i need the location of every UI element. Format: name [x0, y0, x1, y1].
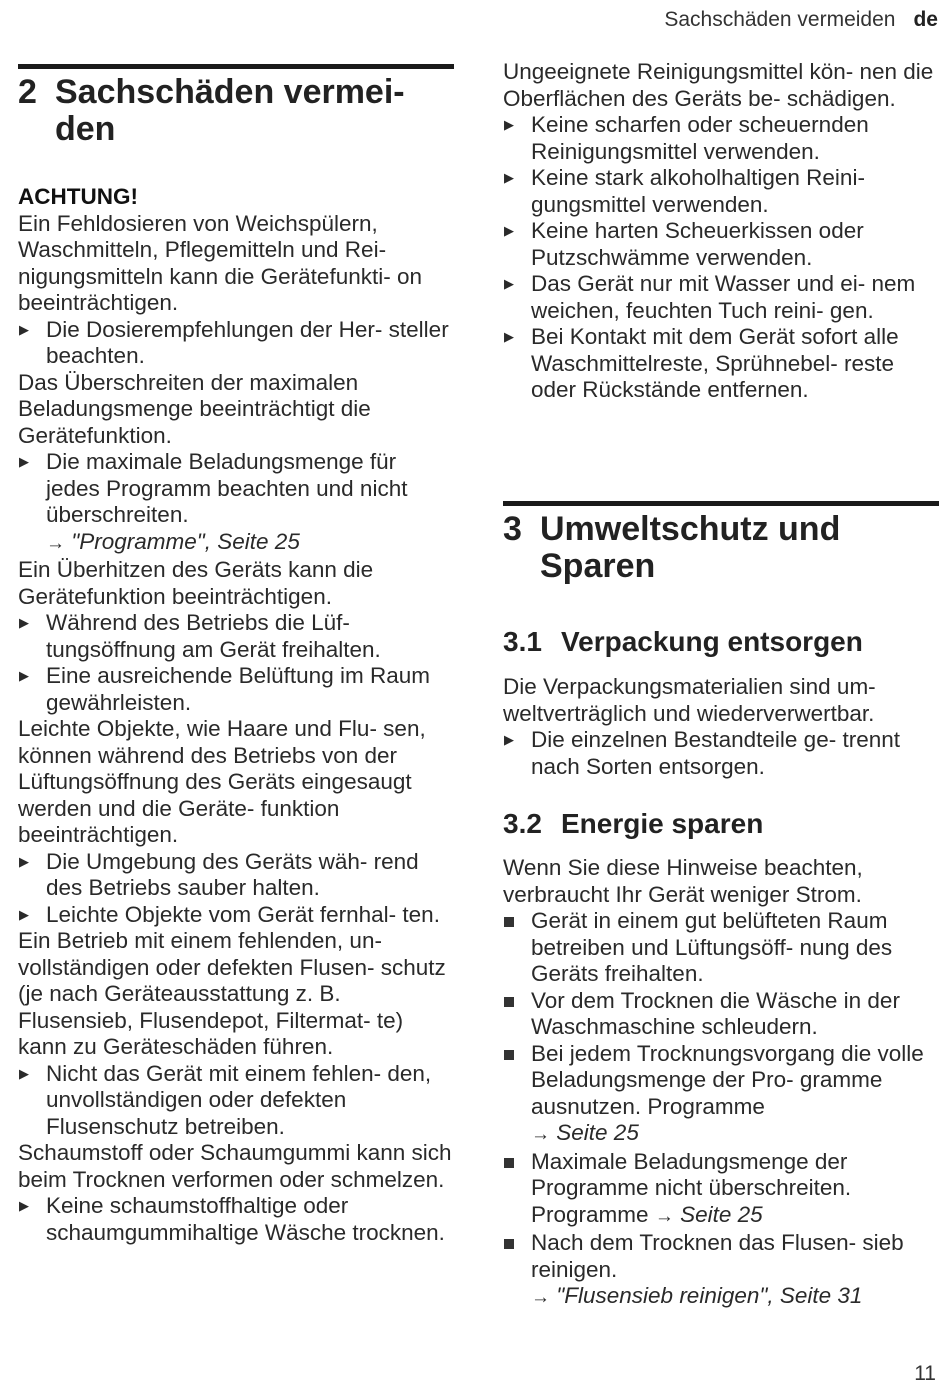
square-bullet-icon	[504, 1050, 514, 1060]
cross-reference-text: "Flusensieb reinigen", Seite 31	[556, 1283, 863, 1308]
paragraph: Die Verpackungsmaterialien sind um- weltverträglich und wiederverwertbar.	[503, 674, 876, 726]
list-item-text: Die einzelnen Bestandteile ge- trennt nach Sorten entsorgen.	[531, 727, 900, 779]
square-bullet-icon	[504, 997, 514, 1007]
list-item	[18, 610, 454, 663]
cross-reference-text: Seite 25	[680, 1201, 763, 1227]
list-item	[18, 317, 454, 370]
page-number: 11	[914, 1362, 936, 1385]
triangle-bullet-icon: ▶	[504, 276, 514, 291]
arrow-right-icon: →	[46, 532, 65, 554]
cross-reference	[655, 1202, 763, 1227]
chapter-rule	[503, 501, 939, 506]
paragraph: Schaumstoff oder Schaumgummi kann sich beim Trocknen verformen oder schmelzen.	[18, 1140, 452, 1192]
triangle-bullet-icon: ▶	[19, 853, 29, 869]
list-item	[503, 1230, 939, 1312]
paragraph: Ein Überhitzen des Geräts kann die Gerätefunktion beeinträchtigen.	[18, 557, 374, 609]
list-item-text: Vor dem Trocknen die Wäsche in der Waschmaschine schleudern.	[531, 987, 900, 1039]
chapter-heading	[18, 74, 454, 148]
paragraph: Leichte Objekte, wie Haare und Flu- sen, können während des Betriebs von der Lüftungsöffnung des Geräts eingesaugt werden und die Geräte- funktion beeinträchtigen.	[18, 716, 426, 847]
section-body	[503, 674, 939, 780]
square-bullet-icon	[504, 917, 514, 927]
triangle-bullet-icon: ▶	[19, 1198, 29, 1213]
list-item	[503, 271, 939, 324]
list-item-text: Keine stark alkoholhaltigen Reini- gungsmittel verwenden.	[531, 165, 865, 217]
paragraph: Wenn Sie diese Hinweise beachten, verbraucht Ihr Gerät weniger Strom.	[503, 855, 863, 907]
language-tag: de	[913, 8, 938, 31]
arrow-right-icon: →	[654, 1205, 674, 1227]
triangle-bullet-icon: ▶	[504, 117, 514, 132]
list-item-text: Maximale Beladungsmenge der Programme nicht überschreiten. Programme	[531, 1148, 852, 1227]
chapter-heading	[503, 511, 939, 585]
paragraph: Ein Fehldosieren von Weichspülern, Waschmitteln, Pflegemitteln und Rei- nigungsmitteln kann die Gerätefunkti- on beeinträchtigen.	[18, 210, 422, 315]
cross-reference-text: Seite 25	[556, 1120, 639, 1145]
section-body	[503, 855, 939, 1312]
paragraph: Ein Betrieb mit einem fehlenden, un- vollständigen oder defekten Flusen- schutz (je nach Geräteausstattung z. B. Flusensieb, Flusendepot, Filtermat- te) kann zu Geräteschäden führen.	[18, 928, 446, 1059]
arrow-right-icon: →	[531, 1124, 550, 1145]
chapter-rule	[18, 64, 454, 69]
list-item	[503, 988, 939, 1041]
list-item	[503, 165, 939, 218]
list-item	[503, 1149, 939, 1231]
chapter-title: Umweltschutz und Sparen	[540, 510, 841, 585]
triangle-bullet-icon: ▶	[504, 223, 514, 238]
section-title: Energie sparen	[561, 808, 764, 839]
list-item-text: Die Umgebung des Geräts wäh- rend des Betriebs sauber halten.	[46, 848, 419, 900]
chapter-title: Sachschäden vermei- den	[55, 73, 405, 148]
square-bullet-icon	[504, 1158, 514, 1168]
list-item-text: Während des Betriebs die Lüf- tungsöffnung am Gerät freihalten.	[46, 610, 381, 662]
right-body-top	[503, 59, 939, 404]
paragraph: Ungeeignete Reinigungsmittel kön- nen die Oberflächen des Geräts be- schädigen.	[503, 59, 934, 111]
chapter-number: 3	[503, 510, 522, 548]
square-bullet-icon	[504, 1239, 514, 1249]
running-header-title: Sachschäden vermeiden	[664, 8, 896, 31]
list-item	[18, 449, 454, 557]
list-item-text: Nach dem Trocknen das Flusen- sieb reinigen.	[531, 1230, 904, 1282]
list-item	[503, 324, 939, 404]
triangle-bullet-icon: ▶	[19, 1065, 29, 1081]
list-item-text: Keine scharfen oder scheuernden Reinigungsmittel verwenden.	[531, 112, 869, 164]
list-item-text: Die Dosierempfehlungen der Her- steller beachten.	[46, 316, 449, 368]
list-item	[18, 849, 454, 902]
list-item-text: Leichte Objekte vom Gerät fernhal- ten.	[46, 901, 440, 927]
chapter-number: 2	[18, 73, 37, 111]
list-item	[18, 902, 454, 929]
triangle-bullet-icon: ▶	[504, 732, 514, 747]
cross-reference	[46, 529, 454, 558]
section-title: Verpackung entsorgen	[561, 626, 863, 657]
triangle-bullet-icon: ▶	[19, 321, 29, 337]
cross-reference	[531, 1283, 939, 1312]
list-item-text: Die maximale Beladungsmenge für jedes Programm beachten und nicht überschreiten.	[46, 449, 408, 527]
section-heading	[503, 626, 863, 658]
section-number: 3.1	[503, 626, 542, 657]
list-item-text: Keine harten Scheuerkissen oder Putzschwämme verwenden.	[531, 218, 864, 270]
cross-reference-text: "Programme", Seite 25	[71, 528, 300, 554]
list-item-text: Bei Kontakt mit dem Gerät sofort alle Waschmittelreste, Sprühnebel- reste oder Rückstände entfernen.	[531, 324, 899, 402]
triangle-bullet-icon: ▶	[504, 329, 514, 344]
list-item-text: Keine schaumstoffhaltige oder schaumgummihaltige Wäsche trocknen.	[46, 1193, 445, 1245]
running-header	[664, 8, 938, 32]
arrow-right-icon: →	[531, 1287, 550, 1308]
list-item	[503, 727, 939, 780]
warning-label: ACHTUNG!	[18, 184, 138, 209]
list-item-text: Bei jedem Trocknungsvorgang die volle Beladungsmenge der Pro- gramme ausnutzen. Programme	[531, 1040, 924, 1119]
list-item	[503, 908, 939, 988]
list-item-text: Eine ausreichende Belüftung im Raum gewährleisten.	[46, 663, 430, 715]
triangle-bullet-icon: ▶	[19, 454, 29, 469]
section-number: 3.2	[503, 808, 542, 839]
paragraph: Das Überschreiten der maximalen Beladungsmenge beeinträchtigt die Gerätefunktion.	[18, 369, 371, 448]
left-body	[18, 184, 454, 1246]
list-item	[18, 663, 454, 716]
list-item	[503, 112, 939, 165]
list-item	[503, 218, 939, 271]
list-item-text: Das Gerät nur mit Wasser und ei- nem weichen, feuchten Tuch reini- gen.	[531, 271, 916, 323]
list-item-text: Gerät in einem gut belüfteten Raum betreiben und Lüftungsöff- nung des Geräts freihalten.	[531, 908, 893, 986]
cross-reference	[531, 1120, 939, 1149]
list-item-text: Nicht das Gerät mit einem fehlen- den, unvollständigen oder defekten Flusenschutz betreiben.	[46, 1060, 432, 1139]
list-item	[18, 1193, 454, 1246]
list-item	[18, 1061, 454, 1141]
triangle-bullet-icon: ▶	[19, 906, 29, 922]
list-item	[503, 1041, 939, 1149]
triangle-bullet-icon: ▶	[19, 615, 29, 630]
section-heading	[503, 808, 763, 840]
triangle-bullet-icon: ▶	[19, 668, 29, 683]
triangle-bullet-icon: ▶	[504, 170, 514, 185]
